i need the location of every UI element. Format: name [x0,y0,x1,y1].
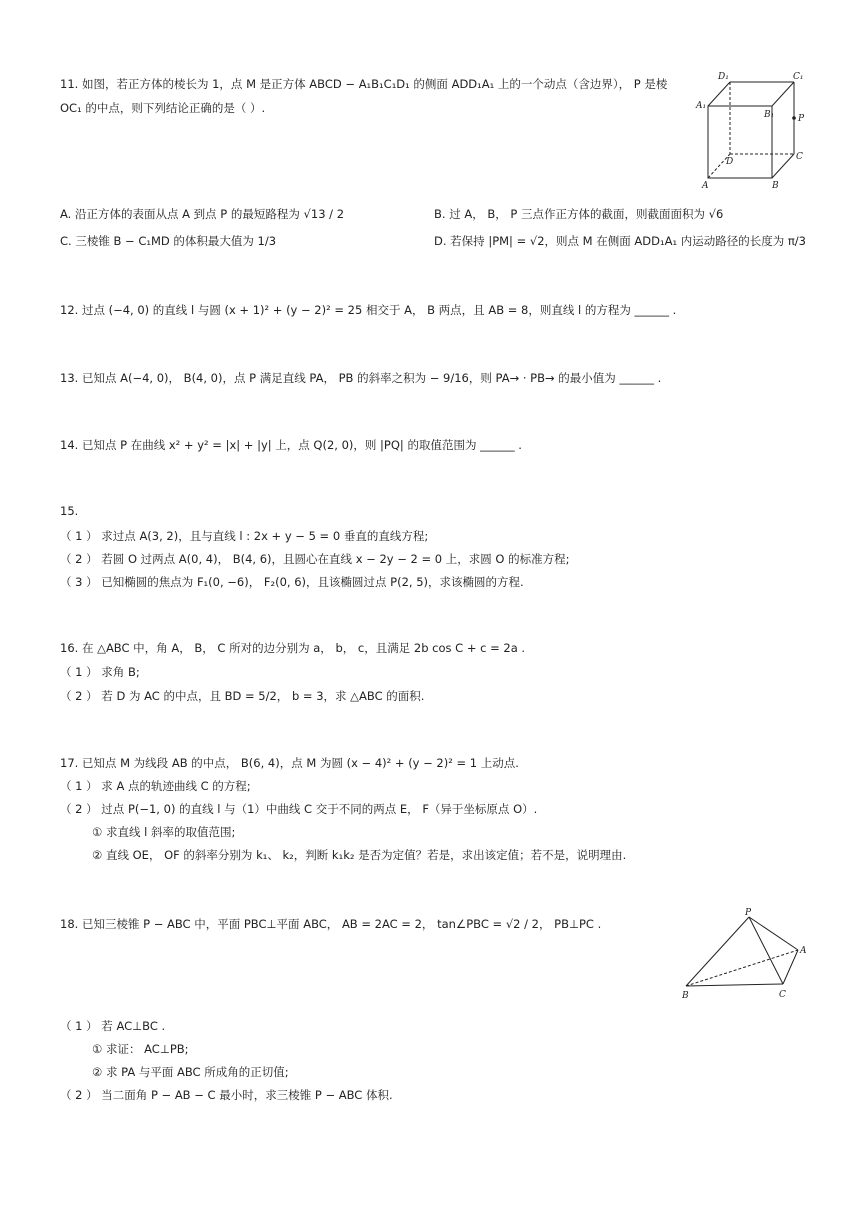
q11-option-d: D. 若保持 |PM| = √2，则点 M 在侧面 ADD₁A₁ 内运动路径的长度为 π/3 [434,234,806,248]
q13-text: 13. 已知点 A(−4, 0)， B(4, 0)，点 P 满足直线 PA， PB 的斜率之积为 − 9/16，则 PA→ · PB→ 的最小值为 ______ . [60,371,662,385]
q18-sub1: ① 求证： AC⊥PB; [92,1042,189,1056]
q11-stem-line1: 11. 如图，若正方体的棱长为 1，点 M 是正方体 ABCD − A₁B₁C₁D₁ 的侧面 ADD₁A₁ 上的一个动点（含边界）， P 是棱 [60,77,668,91]
q18-sub2: ② 求 PA 与平面 ABC 所成角的正切值; [92,1065,289,1079]
q17-part1: （ 1 ） 求 A 点的轨迹曲线 C 的方程; [60,779,251,793]
pyramid-figure [678,906,814,1004]
label-a1: A₁ [696,101,707,111]
label-p: P [798,114,805,124]
q14-text: 14. 已知点 P 在曲线 x² + y² = |x| + |y| 上，点 Q(2, 0)，则 |PQ| 的取值范围为 ______ . [60,438,522,452]
q18-part1: （ 1 ） 若 AC⊥BC . [60,1019,166,1033]
q18-stem: 18. 已知三棱锥 P − ABC 中，平面 PBC⊥平面 ABC， AB = 2AC = 2， tan∠PBC = √2 / 2， PB⊥PC . [60,917,602,931]
q12-text: 12. 过点 (−4, 0) 的直线 l 与圆 (x + 1)² + (y − 2)² = 25 相交于 A， B 两点，且 AB = 8，则直线 l 的方程为 ______ . [60,303,677,317]
label-c2: C [779,990,786,1000]
q17-stem: 17. 已知点 M 为线段 AB 的中点， B(6, 4)，点 M 为圆 (x − 4)² + (y − 2)² = 1 上动点. [60,756,519,770]
q16-stem: 16. 在 △ABC 中，角 A， B， C 所对的边分别为 a， b， c，且满足 2b cos C + c = 2a . [60,641,526,655]
q15-part3: （ 3 ） 已知椭圆的焦点为 F₁(0, −6)， F₂(0, 6)，且该椭圆过点 P(2, 5)，求该椭圆的方程. [60,575,524,589]
q18-part2: （ 2 ） 当二面角 P − AB − C 最小时，求三棱锥 P − ABC 体积. [60,1088,393,1102]
label-a2: A [800,946,807,956]
label-c1: C₁ [793,72,804,82]
q15-part2: （ 2 ） 若圆 O 过两点 A(0, 4)， B(4, 6)，且圆心在直线 x − 2y − 2 = 0 上，求圆 O 的标准方程; [60,552,570,566]
q17-sub2: ② 直线 OE， OF 的斜率分别为 k₁、 k₂，判断 k₁k₂ 是否为定值？若是，求出该定值；若不是，说明理由. [92,848,627,862]
q11-option-b: B. 过 A， B， P 三点作正方体的截面，则截面面积为 √6 [434,207,724,221]
label-c: C [796,152,803,162]
q11-option-a: A. 沿正方体的表面从点 A 到点 P 的最短路程为 √13 / 2 [60,207,345,221]
label-d1: D₁ [718,72,729,82]
q17-sub1: ① 求直线 l 斜率的取值范围; [92,825,236,839]
label-b2: B [682,991,689,1001]
q15-number: 15. [60,504,79,518]
q11-option-c: C. 三棱锥 B − C₁MD 的体积最大值为 1/3 [60,234,277,248]
label-b: B [772,181,779,191]
q16-part1: （ 1 ） 求角 B; [60,665,140,679]
q11-stem-line2: OC₁ 的中点，则下列结论正确的是（ ）. [60,101,266,115]
cube-figure [690,68,810,192]
label-d: D [726,157,734,167]
label-b1: B₁ [764,110,775,120]
q15-part1: （ 1 ） 求过点 A(3, 2)，且与直线 l : 2x + y − 5 = 0 垂直的直线方程; [60,529,429,543]
label-p2: P [745,908,752,918]
q16-part2: （ 2 ） 若 D 为 AC 的中点，且 BD = 5/2， b = 3，求 △ABC 的面积. [60,689,425,703]
label-a: A [702,181,709,191]
q17-part2: （ 2 ） 过点 P(−1, 0) 的直线 l 与（1）中曲线 C 交于不同的两点 E， F（异于坐标原点 O）. [60,802,538,816]
